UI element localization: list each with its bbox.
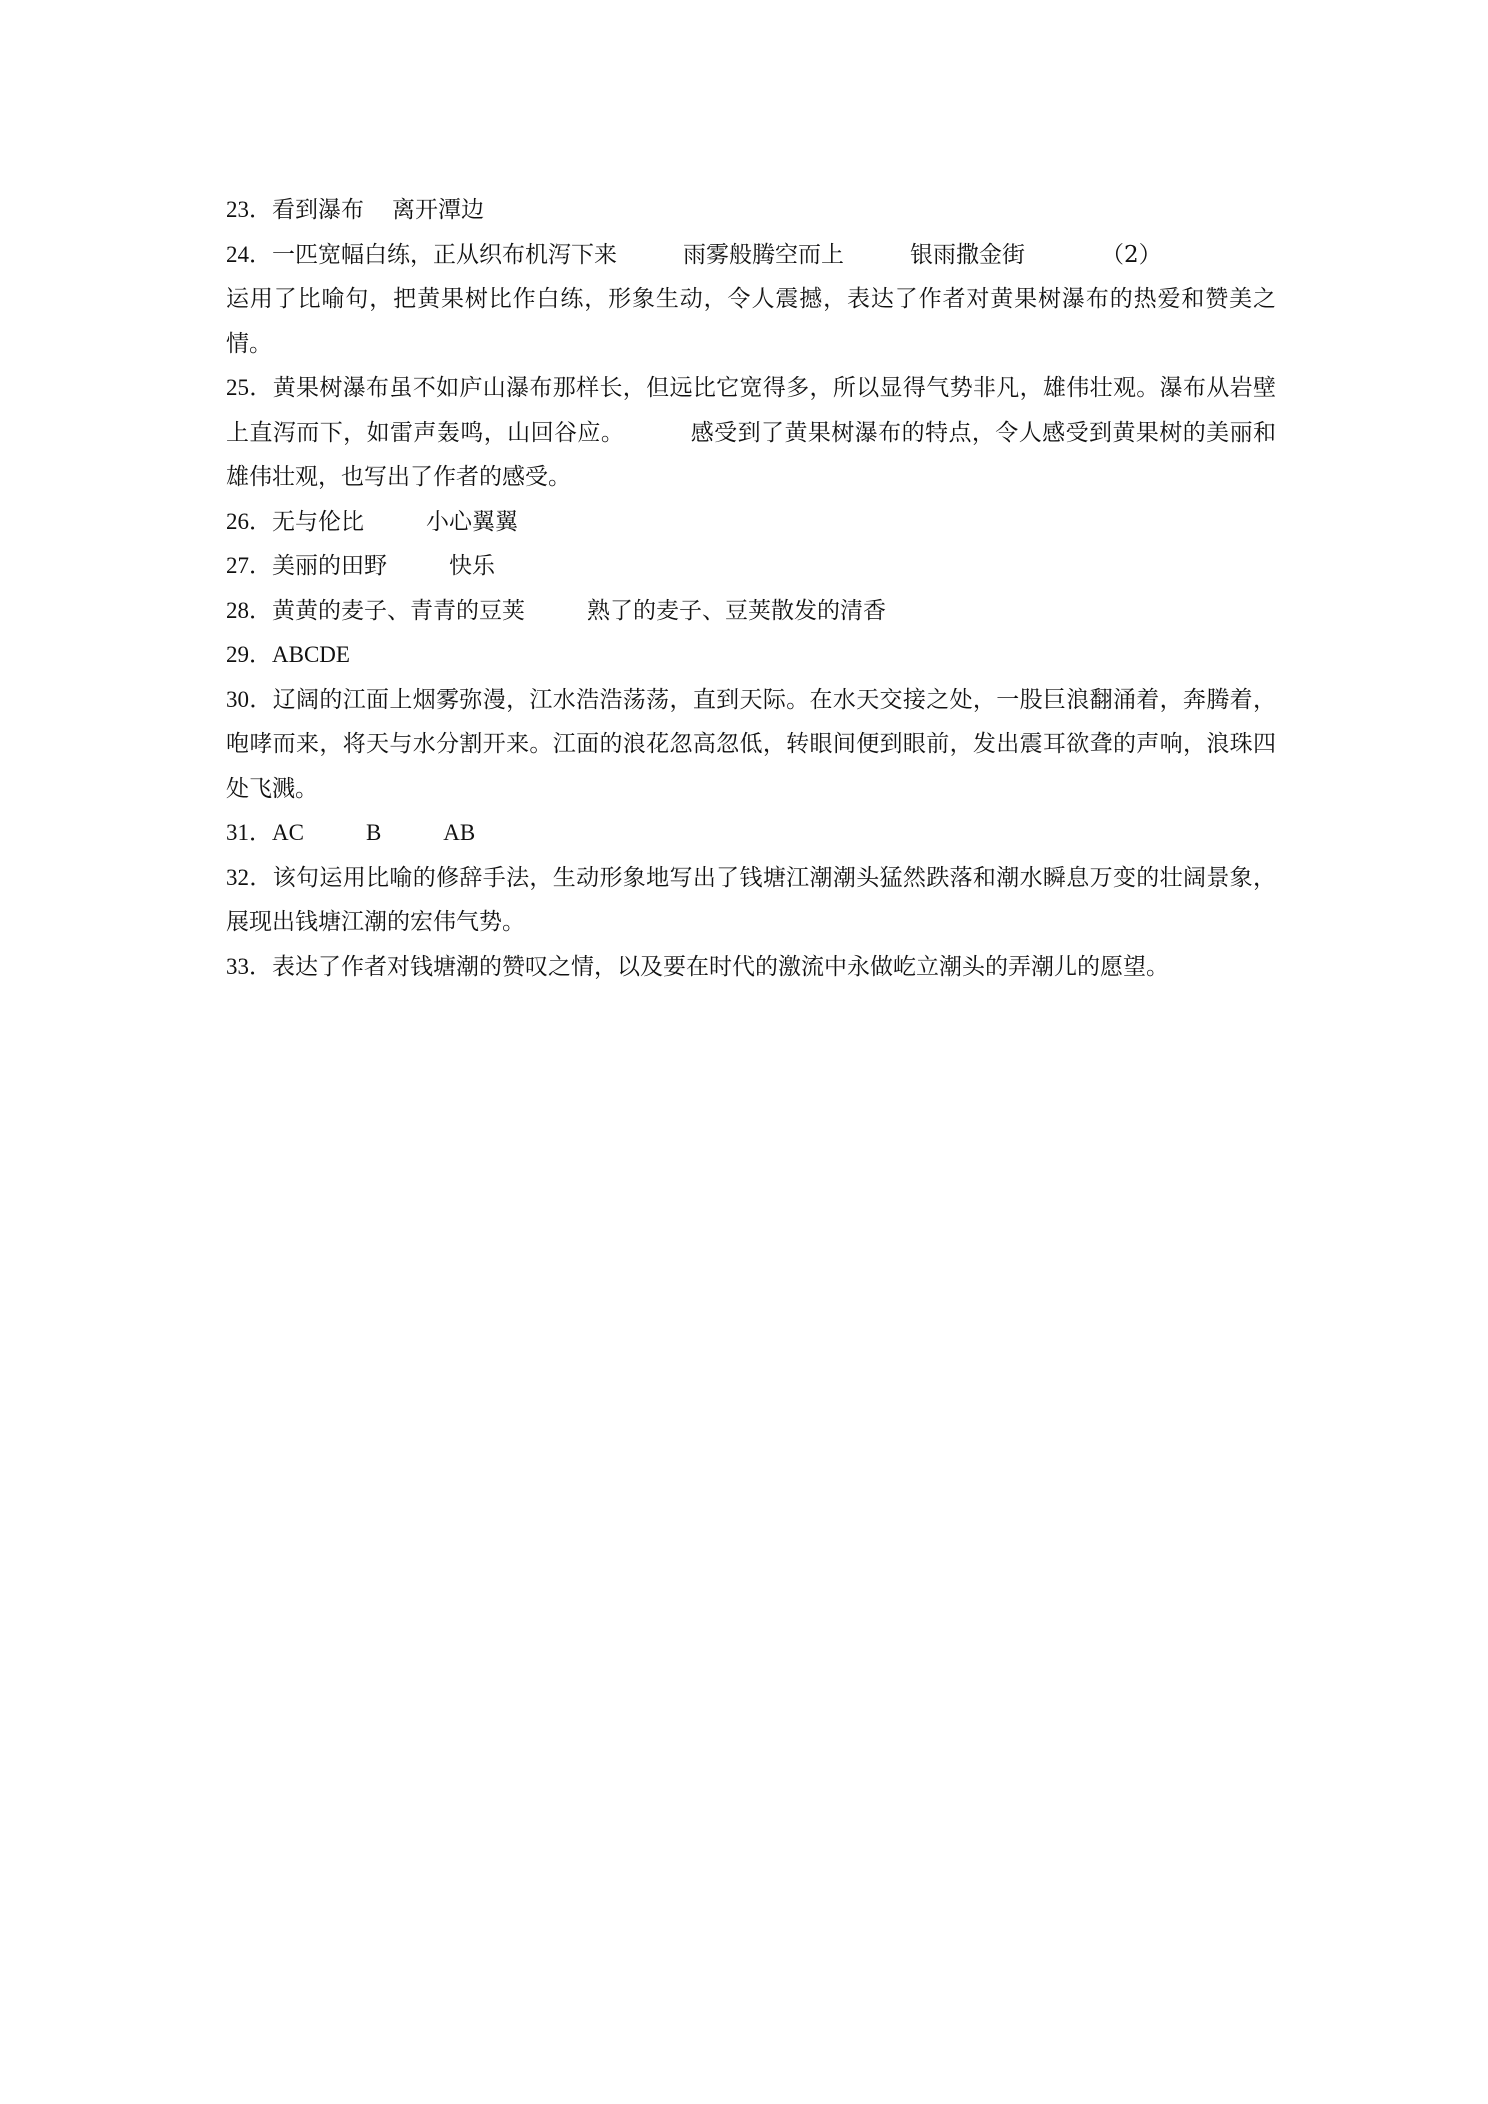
answer-number: 25． [226,375,273,400]
answer-part: 无与伦比 [272,508,364,535]
answer-part: AB [443,820,476,845]
answer-24 [226,233,1276,367]
answer-27 [226,544,1276,589]
answer-number: 31． [226,820,272,845]
answer-25 [226,366,1276,500]
answer-part: 银雨撒金街 [910,241,1025,268]
answer-part: 熟了的麦子、豆荚散发的清香 [587,597,886,624]
answer-part: AC [272,820,304,845]
answer-part: 离开潭边 [392,197,484,223]
answer-29 [226,633,1276,678]
answer-number: 33． [226,953,272,979]
answer-text: 感受到了黄果树瀑布的特点，令人感受到黄果树的美丽和雄伟壮观，也写出了作者的感受。 [226,419,1277,490]
answer-text: 表达了作者对钱塘潮的赞叹之情，以及要在时代的激流中永做屹立潮头的弄潮儿的愿望。 [272,953,1169,980]
answer-number: 29． [226,642,272,667]
answer-part: 美丽的田野 [272,553,387,579]
answer-number: 23． [226,197,272,222]
answer-text: 黄果树瀑布虽不如庐山瀑布那样长，但远比它宽得多，所以显得气势非凡，雄伟壮观。瀑布从岩壁上直泻而下，如雷声轰鸣，山回谷应。 [226,375,1277,446]
answer-number: 24． [226,241,272,267]
answer-28 [226,589,1276,634]
answer-number: 27． [226,553,272,578]
answer-text: 运用了比喻句，把黄果树比作白练，形象生动，令人震撼，表达了作者对黄果树瀑布的热爱和赞美之情。 [226,286,1276,357]
answer-part: 快乐 [449,553,495,579]
answer-26 [226,500,1276,545]
answer-document [226,188,1276,989]
answer-number: 28． [226,597,272,623]
answer-31 [226,811,1276,856]
answer-30 [226,678,1276,812]
answer-32 [226,856,1276,945]
answer-part: 雨雾般腾空而上 [683,241,844,268]
answer-33 [226,945,1276,990]
answer-23 [226,188,1276,233]
answer-part: （2） [1101,241,1162,268]
answer-part: 一匹宽幅白练，正从织布机泻下来 [272,241,617,268]
answer-number: 26． [226,508,272,534]
answer-number: 30． [226,686,273,712]
answer-part: B [365,820,382,845]
answer-part: 看到瀑布 [272,197,364,223]
answer-number: 32． [226,864,273,890]
answer-text: 该句运用比喻的修辞手法，生动形象地写出了钱塘江潮潮头猛然跌落和潮水瞬息万变的壮阔景象，展现出钱塘江潮的宏伟气势。 [226,864,1277,935]
answer-part: ABCDE [272,642,350,667]
answer-part: 小心翼翼 [426,508,518,535]
answer-text: 辽阔的江面上烟雾弥漫，江水浩浩荡荡，直到天际。在水天交接之处，一股巨浪翻涌着，奔腾着，咆哮而来，将天与水分割开来。江面的浪花忽高忽低，转眼间便到眼前，发出震耳欲聋的声响，浪珠四处飞溅。 [226,686,1277,802]
answer-part: 黄黄的麦子、青青的豆荚 [272,597,525,624]
